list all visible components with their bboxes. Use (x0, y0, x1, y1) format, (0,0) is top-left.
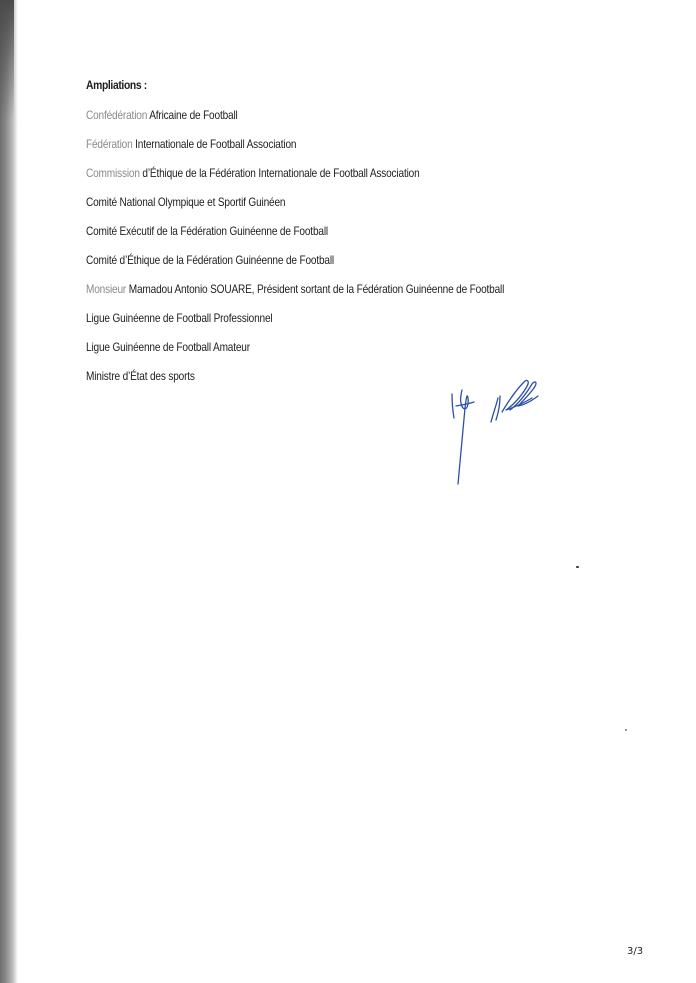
ampliations-heading: Ampliations : (86, 78, 147, 92)
recipient-item (86, 166, 556, 195)
recipient-text: d’Éthique de la Fédération Guinéenne de Football (116, 253, 334, 267)
recipient-item (86, 340, 556, 369)
recipient-prefix: Ligue (86, 340, 110, 354)
recipient-prefix: Comité (86, 224, 117, 238)
recipient-item (86, 108, 556, 137)
recipient-prefix: Comité (86, 195, 117, 209)
recipient-prefix: Comité (86, 253, 117, 267)
handwritten-signature (440, 372, 550, 492)
scan-shadow-edge (0, 0, 18, 983)
scan-shadow-corner (0, 0, 14, 120)
page-number: 3/3 (627, 946, 644, 957)
scan-speck (576, 566, 579, 568)
recipient-text: Africaine de Football (147, 108, 238, 122)
recipient-text: Internationale de Football Association (132, 137, 297, 151)
recipient-item (86, 253, 556, 282)
recipient-text: Exécutif de la Fédération Guinéenne de Football (116, 224, 328, 238)
recipient-item (86, 282, 556, 311)
recipient-prefix: Ligue (86, 311, 110, 325)
ampliations-section (86, 78, 646, 398)
recipient-item (86, 195, 556, 224)
recipient-prefix: Commission (86, 166, 140, 180)
recipient-prefix: Fédération (86, 137, 133, 151)
recipient-prefix: Monsieur (86, 282, 127, 296)
recipient-text: National Olympique et Sportif Guinéen (116, 195, 286, 209)
recipient-text: Guinéenne de Football Amateur (109, 340, 250, 354)
recipient-prefix: Ministre (86, 369, 120, 383)
recipient-prefix: Confédération (86, 108, 148, 122)
recipient-text: d’État des sports (119, 369, 195, 383)
recipient-text: Guinéenne de Football Professionnel (109, 311, 273, 325)
recipient-item (86, 137, 556, 166)
recipient-text: d’Éthique de la Fédération Internationale de Football Association (139, 166, 420, 180)
recipient-item (86, 311, 556, 340)
recipient-item (86, 224, 556, 253)
recipient-text: Mamadou Antonio SOUARE, Président sortant de la Fédération Guinéenne de Football (126, 282, 505, 296)
scan-speck (625, 729, 627, 731)
recipient-list (86, 108, 646, 398)
